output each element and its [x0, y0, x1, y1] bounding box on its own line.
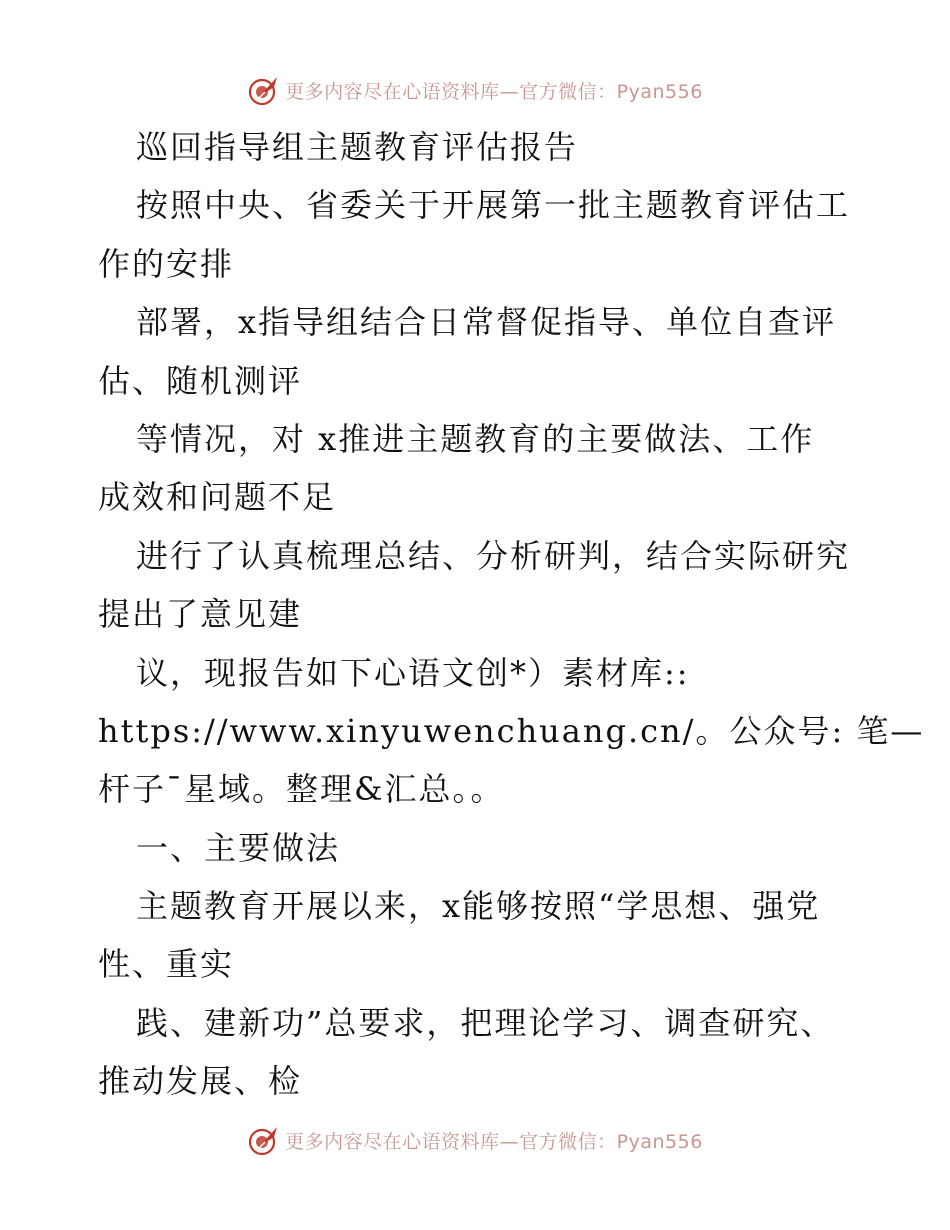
footer-banner	[0, 1120, 950, 1160]
paragraph-line: 作的安排	[98, 244, 235, 283]
document-body	[98, 118, 925, 1111]
paragraph-line: 议，现报告如下心语文创*）素材库::	[136, 653, 690, 692]
paragraph-line: 践、建新功”总要求，把理论学习、调查研究、	[136, 1003, 835, 1042]
paragraph-line: 进行了认真梳理总结、分析研判，结合实际研究	[136, 536, 851, 575]
paragraph-line: 推动发展、检	[98, 1062, 303, 1101]
paragraph-line: https://www.xinyuwenchuang.cn/。公众号: 笔—	[98, 711, 925, 750]
paragraph-line: 成效和问题不足	[98, 478, 337, 517]
paragraph-line: 估、随机测评	[98, 361, 303, 400]
paragraph-line: 主题教育开展以来，x能够按照“学思想、强党	[136, 887, 821, 926]
paragraph-line: 部署，x指导组结合日常督促指导、单位自查评	[136, 303, 837, 342]
paragraph-line: 提出了意见建	[98, 595, 303, 634]
section-heading: 一、主要做法	[136, 828, 341, 867]
header-banner-inner	[247, 73, 703, 107]
quill-pen-logo-icon	[247, 1123, 281, 1157]
header-banner-text: 更多内容尽在心语资料库—官方微信：Pyan556	[285, 80, 703, 103]
paragraph-line: 性、重实	[98, 945, 235, 984]
footer-banner-inner	[247, 1123, 703, 1157]
header-banner	[0, 70, 950, 110]
paragraph-line: 按照中央、省委关于开展第一批主题教育评估工	[136, 186, 851, 225]
document-title: 巡回指导组主题教育评估报告	[136, 128, 579, 166]
paragraph-line: 杆子¯星域。整理&汇总。。	[98, 770, 505, 809]
paragraph-line: 等情况，对 x推进主题教育的主要做法、工作	[136, 419, 815, 458]
footer-banner-text: 更多内容尽在心语资料库—官方微信：Pyan556	[285, 1130, 703, 1153]
quill-pen-logo-icon	[247, 73, 281, 107]
